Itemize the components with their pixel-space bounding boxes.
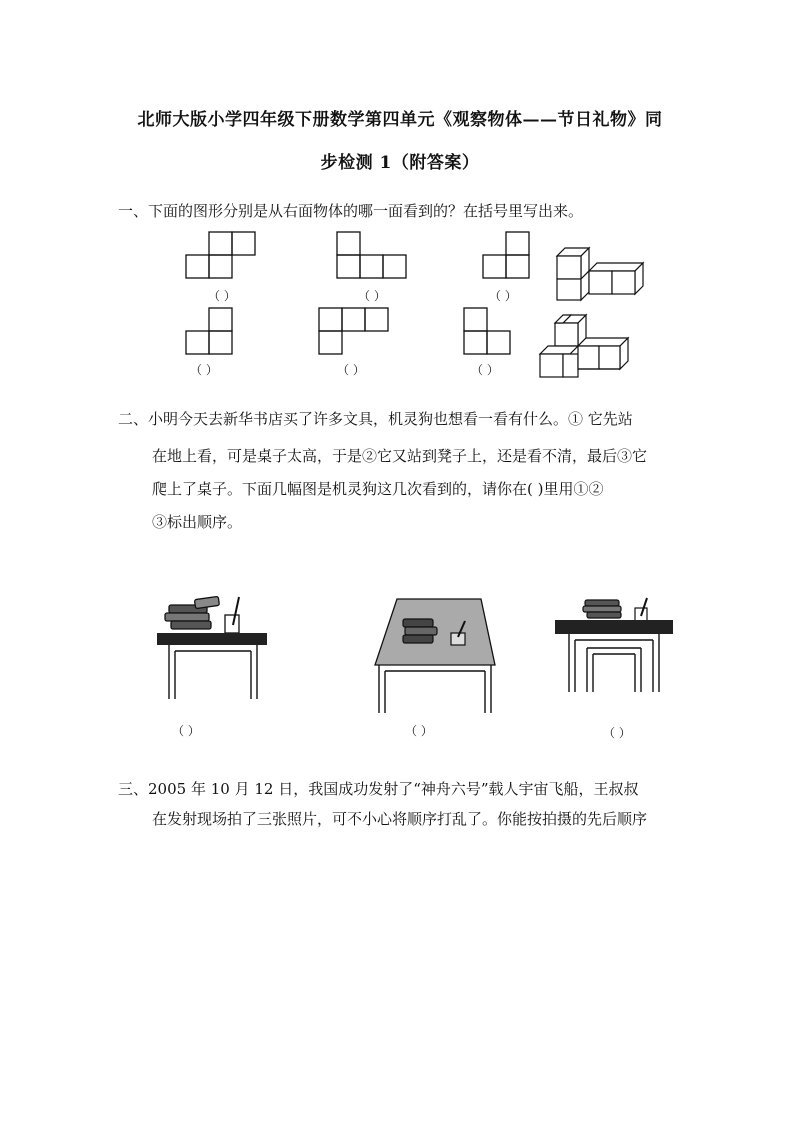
view-shape-6 xyxy=(464,308,514,354)
answer-paren-4[interactable]: （ ） xyxy=(190,363,218,377)
page-title-line-1: 北师大版小学四年级下册数学第四单元《观察物体——节日礼物》同 xyxy=(137,110,663,130)
question-2-line-2: 在地上看，可是桌子太高，于是②它又站到凳子上，还是看不清，最后③它 xyxy=(152,447,648,465)
question-2-line-4: ③标出顺序。 xyxy=(152,513,243,531)
answer-paren-5[interactable]: （ ） xyxy=(337,363,365,377)
table-view-from-stool xyxy=(553,596,675,694)
question-3-line-1: 三、2005 年 10 月 12 日，我国成功发射了“神舟六号”载人宇宙飞船，王叔叔 xyxy=(118,780,639,798)
page-title-line-2: 步检测 1（附答案） xyxy=(320,153,480,173)
view-shape-2 xyxy=(337,232,409,278)
order-paren-1[interactable]: （ ） xyxy=(172,724,200,738)
table-view-from-ground xyxy=(155,595,275,700)
view-shape-4 xyxy=(186,308,236,354)
order-paren-2[interactable]: （ ） xyxy=(405,724,433,738)
question-2-line-1: 二、小明今天去新华书店买了许多文具，机灵狗也想看一看有什么。① 它先站 xyxy=(118,410,633,428)
view-shape-3 xyxy=(483,232,533,278)
view-shape-1 xyxy=(186,232,258,278)
answer-paren-2[interactable]: （ ） xyxy=(358,289,386,303)
question-3-line-2: 在发射现场拍了三张照片，可不小心将顺序打乱了。你能按拍摄的先后顺序 xyxy=(152,810,648,828)
table-view-from-top xyxy=(373,597,498,715)
view-shape-5 xyxy=(319,308,391,354)
answer-paren-3[interactable]: （ ） xyxy=(489,289,517,303)
answer-paren-1[interactable]: （ ） xyxy=(208,289,236,303)
answer-paren-6[interactable]: （ ） xyxy=(471,363,499,377)
cube-object-2 xyxy=(538,313,633,379)
question-1-text: 一、下面的图形分别是从右面物体的哪一面看到的？在括号里写出来。 xyxy=(118,202,584,220)
order-paren-3[interactable]: （ ） xyxy=(603,726,631,740)
cube-object-1 xyxy=(555,246,650,302)
question-2-line-3: 爬上了桌子。下面几幅图是机灵狗这几次看到的，请你在( )里用①② xyxy=(152,480,604,498)
